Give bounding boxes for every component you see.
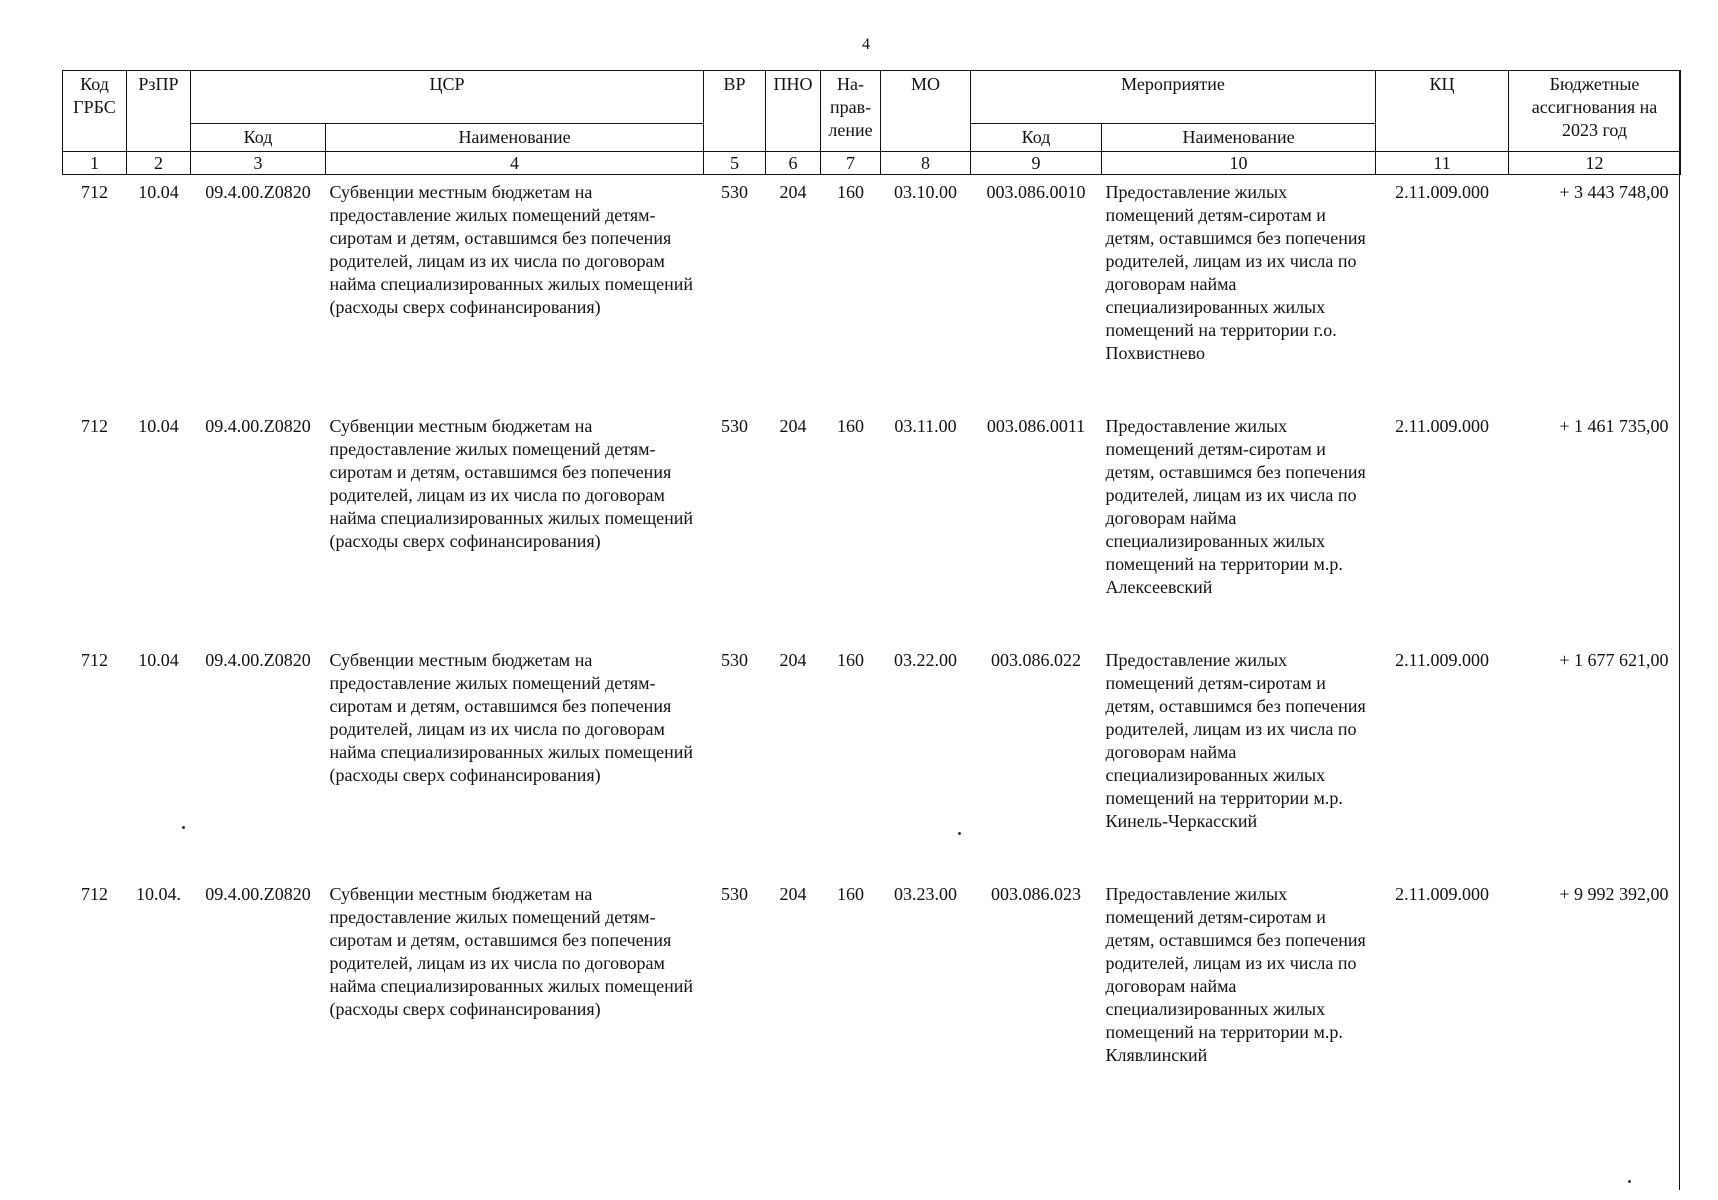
cell-csr-kod: 09.4.00.Z0820	[205, 884, 311, 904]
cell-mo: 03.23.00	[894, 884, 958, 904]
cell-csr-name: Субвенции местным бюджетам на предоставление жилых помещений детям-сиротам и детям, оставшимся без попечения родителей, лицам из их числа по договорам найма специализированных жилых помещений (расходы сверх софинансирования)	[329, 650, 694, 785]
header-csr-name: Наименование	[326, 124, 704, 152]
cell-amount: + 3 443 748,00	[1559, 182, 1669, 202]
column-number: 11	[1376, 152, 1509, 175]
cell-meropr-name: Предоставление жилых помещений детям-сиротам и детям, оставшимся без попечения родителей, лицам из их числа по договорам найма специализированных жилых помещений на территории г.о. Похвистнево	[1105, 182, 1366, 363]
header-pno: ПНО	[766, 71, 821, 152]
budget-table	[62, 70, 1681, 1111]
column-number: 12	[1509, 152, 1681, 175]
cell-grbs: 712	[81, 182, 108, 202]
cell-grbs: 712	[81, 416, 108, 436]
cell-vr: 530	[721, 650, 749, 670]
cell-rzpr: 10.04	[138, 416, 179, 436]
cell-mo: 03.22.00	[894, 650, 958, 670]
cell-mo: 03.10.00	[894, 182, 958, 202]
cell-meropr-name: Предоставление жилых помещений детям-сиротам и детям, оставшимся без попечения родителей, лицам из их числа по договорам найма специализированных жилых помещений на территории м.р. Алексеевский	[1105, 416, 1366, 597]
cell-csr-kod: 09.4.00.Z0820	[205, 416, 311, 436]
header-vr: ВР	[704, 71, 766, 152]
header-csr-kod: Код	[191, 124, 326, 152]
cell-kc: 2.11.009.000	[1395, 416, 1489, 436]
cell-rzpr: 10.04	[138, 650, 179, 670]
cell-meropr-kod: 003.086.0010	[986, 182, 1086, 202]
cell-meropr-kod: 003.086.0011	[986, 416, 1086, 436]
header-rzpr: РзПР	[127, 71, 191, 152]
cell-kc: 2.11.009.000	[1395, 884, 1489, 904]
cell-napravlenie: 160	[837, 650, 865, 670]
column-number: 6	[766, 152, 821, 175]
cell-kc: 2.11.009.000	[1395, 650, 1489, 670]
column-number: 2	[127, 152, 191, 175]
column-number: 3	[191, 152, 326, 175]
cell-napravlenie: 160	[837, 182, 865, 202]
cell-amount: + 1 461 735,00	[1559, 416, 1669, 436]
cell-napravlenie: 160	[837, 884, 865, 904]
cell-grbs: 712	[81, 650, 108, 670]
column-number: 5	[704, 152, 766, 175]
column-number: 1	[63, 152, 127, 175]
header-meropr-name: Наименование	[1102, 124, 1376, 152]
cell-amount: + 1 677 621,00	[1559, 650, 1669, 670]
column-number: 7	[821, 152, 881, 175]
column-numbers-row	[63, 152, 1681, 175]
cell-meropr-kod: 003.086.022	[991, 650, 1082, 670]
cell-csr-name: Субвенции местным бюджетам на предоставление жилых помещений детям-сиротам и детям, оставшимся без попечения родителей, лицам из их числа по договорам найма специализированных жилых помещений (расходы сверх софинансирования)	[329, 416, 694, 551]
cell-meropr-kod: 003.086.023	[991, 884, 1082, 904]
cell-vr: 530	[721, 416, 749, 436]
header-kc: КЦ	[1376, 71, 1509, 152]
cell-csr-kod: 09.4.00.Z0820	[205, 650, 311, 670]
column-number: 8	[881, 152, 971, 175]
cell-pno: 204	[779, 182, 807, 202]
header-mo: МО	[881, 71, 971, 152]
cell-mo: 03.11.00	[894, 416, 957, 436]
cell-vr: 530	[721, 182, 749, 202]
header-csr: ЦСР	[191, 71, 704, 124]
cell-rzpr: 10.04	[138, 182, 179, 202]
column-number: 9	[971, 152, 1102, 175]
cell-grbs: 712	[81, 884, 108, 904]
cell-meropr-name: Предоставление жилых помещений детям-сиротам и детям, оставшимся без попечения родителей, лицам из их числа по договорам найма специализированных жилых помещений на территории м.р. Клявлинский	[1105, 884, 1366, 1065]
cell-csr-kod: 09.4.00.Z0820	[205, 182, 311, 202]
page-number: 4	[862, 36, 870, 53]
header-budget: Бюджетные ассигнования на 2023 год	[1509, 71, 1681, 152]
table-header	[63, 71, 1681, 175]
table-row	[63, 643, 1681, 877]
cell-csr-name: Субвенции местным бюджетам на предоставление жилых помещений детям-сиротам и детям, оставшимся без попечения родителей, лицам из их числа по договорам найма специализированных жилых помещений (расходы сверх софинансирования)	[329, 182, 694, 317]
table-body	[63, 175, 1681, 1112]
column-number: 10	[1102, 152, 1376, 175]
cell-pno: 204	[779, 884, 807, 904]
cell-amount: + 9 992 392,00	[1559, 884, 1669, 904]
cell-napravlenie: 160	[837, 416, 865, 436]
cell-vr: 530	[721, 884, 749, 904]
table-row	[63, 877, 1681, 1111]
table-row	[63, 175, 1681, 410]
header-napravlenie: На-прав-ление	[821, 71, 881, 152]
cell-kc: 2.11.009.000	[1395, 182, 1489, 202]
cell-pno: 204	[779, 650, 807, 670]
scan-speck	[1628, 1180, 1631, 1183]
cell-meropr-name: Предоставление жилых помещений детям-сиротам и детям, оставшимся без попечения родителей, лицам из их числа по договорам найма специализированных жилых помещений на территории м.р. Кинель-Черкасский	[1105, 650, 1366, 831]
cell-csr-name: Субвенции местным бюджетам на предоставление жилых помещений детям-сиротам и детям, оставшимся без попечения родителей, лицам из их числа по договорам найма специализированных жилых помещений (расходы сверх софинансирования)	[329, 884, 694, 1019]
scan-speck	[182, 826, 185, 829]
header-kod-grbs: Код ГРБС	[63, 71, 127, 152]
cell-pno: 204	[779, 416, 807, 436]
scan-speck	[958, 832, 961, 835]
header-meropr-kod: Код	[971, 124, 1102, 152]
table-right-border	[1679, 70, 1680, 1190]
table-row	[63, 409, 1681, 643]
header-meropriyatie: Мероприятие	[971, 71, 1376, 124]
cell-rzpr: 10.04.	[136, 884, 181, 904]
column-number: 4	[326, 152, 704, 175]
